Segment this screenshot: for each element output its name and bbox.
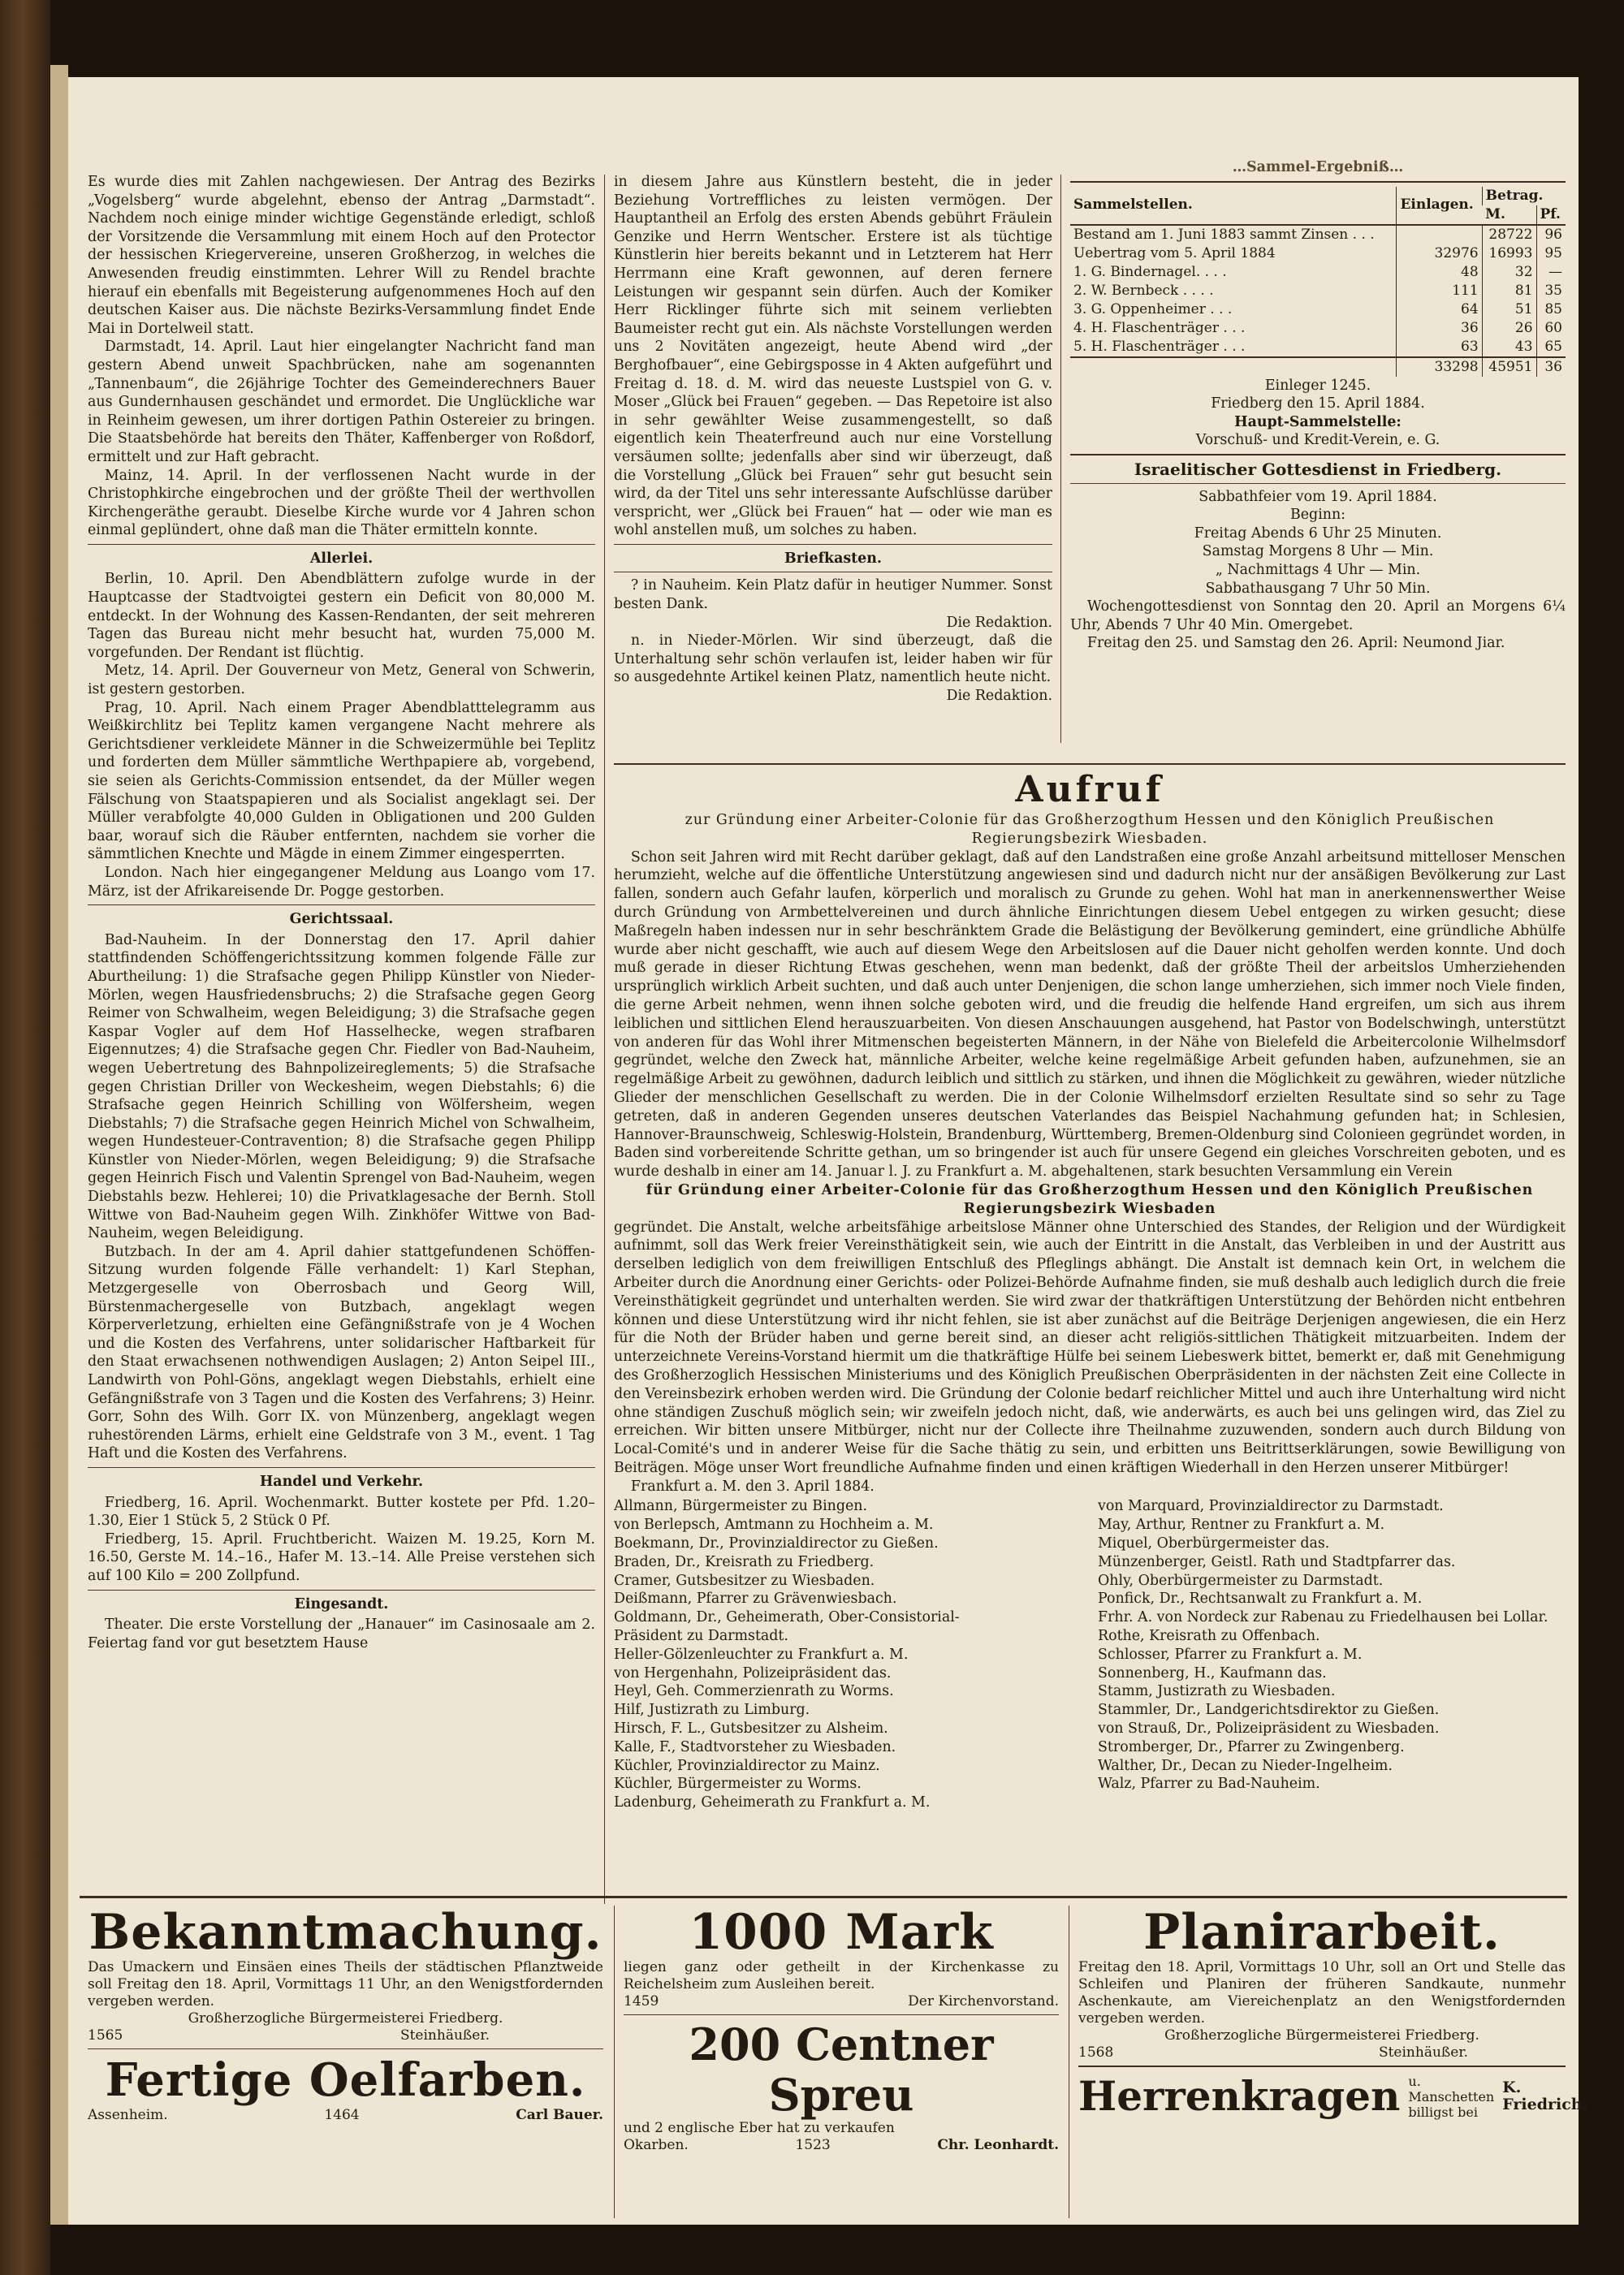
signatory: Ohly, Oberbürgermeister zu Darmstadt. xyxy=(1098,1572,1384,1589)
divider xyxy=(88,904,595,905)
divider xyxy=(88,1590,595,1591)
header-mark: M. xyxy=(1482,205,1536,225)
signatory: Rothe, Kreisrath zu Offenbach. xyxy=(1098,1628,1320,1645)
signatory: Ponfick, Dr., Rechtsanwalt zu Frankfurt a. M. xyxy=(1098,1591,1423,1608)
dateline: Frankfurt a. M. den 3. April 1884. xyxy=(630,1478,875,1495)
signatory: von Berlepsch, Amtmann zu Hochheim a. M. xyxy=(614,1517,934,1534)
section-heading: Eingesandt. xyxy=(294,1595,389,1612)
cell: 43 xyxy=(1482,338,1536,357)
aufruf-section xyxy=(614,759,1566,1896)
cell: 36 xyxy=(1536,357,1566,377)
signatory: May, Arthur, Rentner zu Frankfurt a. M. xyxy=(1098,1517,1384,1534)
divider xyxy=(1070,483,1566,484)
signatory: Hilf, Justizrath zu Limburg. xyxy=(614,1702,810,1719)
newspaper-page xyxy=(68,77,1588,2225)
cell: 16993 xyxy=(1482,244,1536,263)
paragraph: Schon seit Jahren wird mit Recht darüber geklagt, daß auf den Landstraßen eine große Anzahl arbeitsund mittelloser Menschen herumzieht, welche auf die öffentliche Unterstützung angewiesen sind und dadurch nicht nur der ansäßigen Bevölkerung zur Last fallen, sondern auch Gefahr laufen, körperlich und moralisch zu Grunde zu gehen. Wohl hat man in anerkennenswerther Weise durch Gründung von Armbettelvereinen und durch ähnliche Einrichtungen diesem Uebel entgegen zu wirken gesucht; diese Maßregeln haben indessen nur in sehr beschränktem Grade die Belästigung der Bevölkerung gemindert, eine gründliche Abhülfe wurde aber nicht geschafft, wie auch auf diesem Wege den Arbeitslosen auf die Dauer nicht geholfen werden konnte. Und doch muß gerade in dieser Richtung Etwas geschehen, wenn man bedenkt, daß der größte Theil der arbeitslos Umherziehenden ursprünglich wirklich Arbeit suchten, und daß auch unter Denjenigen, die schon lange umherziehen, sich immer noch Viele finden, die gerne Arbeit nehmen, wenn ihnen solche geboten wird, und die freudig die helfende Hand ergreifen, um sich aus ihrem leiblichen und sittlichen Elend herauszuarbeiten. Von diesen Anschauungen ausgehend, hat Pastor von Bodelschwingh, unterstützt von anderen für das Wohl ihrer Mitmenschen begeisterten Männern, in der Nähe von Bielefeld die Arbeitercolonie Wilhelmsdorf gegründet, welche den Zweck hat, männliche Arbeiter, welche keine regelmäßige Arbeit gefunden haben, aufzunehmen, sie an regelmäßige Arbeit zu gewöhnen, dadurch leiblich und sittlich zu stärken, und ihnen die Möglichkeit zu gewähren, wieder nützliche Glieder der menschlichen Gesellschaft zu werden. Die in der Colonie Wilhelmsdorf erzielten Resultate sind so sehr zu Tage getreten, daß in anderen Gegenden unseres deutschen Vaterlandes das Beispiel Nachahmung gefunden hat; in Schlesien, Hannover-Braunschweig, Schleswig-Holstein, Brandenburg, Württemberg, Bremen-Oldenburg sind Colonieen gegründet worden, in Baden sind vorbereitende Schritte gethan, um so bringender ist auch für unsere Gegend ein gleiches Vorschreiten geboten, und es wurde deshalb in einer am 14. Januar l. J. zu Frankfurt a. M. abgehaltenen, stark besuchten Versammlung ein Verein xyxy=(614,848,1566,1181)
cell: 2. W. Bernbeck . . . . xyxy=(1073,282,1214,299)
main-office-label: Haupt-Sammelstelle: xyxy=(1234,413,1402,430)
cell: 3. G. Oppenheimer . . . xyxy=(1073,300,1233,317)
cell: 26 xyxy=(1482,319,1536,338)
signatory: Stamm, Justizrath zu Wiesbaden. xyxy=(1098,1683,1336,1700)
cell: 51 xyxy=(1482,300,1536,319)
ad-title: Herrenkragen xyxy=(1078,2072,1401,2120)
signatory: Schlosser, Pfarrer zu Frankfurt a. M. xyxy=(1098,1646,1363,1663)
ad-number: 1565 xyxy=(88,2027,123,2044)
table-row xyxy=(1070,263,1566,282)
ad-number: 1523 xyxy=(795,2137,831,2153)
cell: 4. H. Flaschenträger . . . xyxy=(1073,319,1246,336)
column-2 xyxy=(614,173,1052,758)
cell: 32 xyxy=(1482,263,1536,282)
ad-signature: Steinhäußer. xyxy=(400,2027,490,2044)
signatory: Präsident zu Darmstadt. xyxy=(614,1628,788,1645)
cell xyxy=(1397,225,1482,244)
column-divider xyxy=(604,175,605,1904)
ad-signature: Großherzogliche Bürgermeisterei Friedberg. xyxy=(188,2010,503,2027)
signatory: Küchler, Bürgermeister zu Worms. xyxy=(614,1776,862,1793)
divider xyxy=(88,2048,603,2049)
section-heading: Handel und Verkehr. xyxy=(259,1473,424,1490)
aufruf-title: Aufruf xyxy=(1015,769,1164,810)
signatories-left xyxy=(614,1497,1082,1812)
signatory: Sonnenberg, H., Kaufmann das. xyxy=(1098,1664,1327,1681)
ad-planirarbeit xyxy=(1078,1904,1588,2218)
signatory: Cramer, Gutsbesitzer zu Wiesbaden. xyxy=(614,1572,875,1589)
book-spine xyxy=(0,0,50,2275)
service-line: Beginn: xyxy=(1289,507,1346,524)
ad-divider xyxy=(614,1906,615,2218)
signatories-right xyxy=(1098,1497,1566,1812)
table-row xyxy=(1070,282,1566,300)
ad-text: Freitag den 18. April, Vormittags 10 Uhr, soll an Ort und Stelle das Schleifen und Planiren der früheren Sandkaute, nunmehr Aschenkaute, am Viereichenplatz an den Wenigstfordernden vergeben werden. xyxy=(1078,1959,1566,2027)
signatory: von Strauß, Dr., Polizeipräsident zu Wiesbaden. xyxy=(1098,1720,1440,1738)
ad-bekanntmachung xyxy=(88,1906,603,2218)
cell: 33298 xyxy=(1397,357,1482,377)
paragraph: Prag, 10. April. Nach einem Prager Abendblatttelegramm aus Weißkirchlitz bei Teplitz kamen vergangene Nacht mehrere als Gerichtsdiener verkleidete Männer in die Schweizermühle bei Teplitz und forderten dem Müller sämmtliche Werthpapiere ab, vorgebend, sie seien als Gerichts-Commission entsendet, da der Müller wegen Fälschung von Staatspapieren und als Socialist angeklagt sei. Der Müller verabfolgte 40,000 Gulden in Obligationen und 200 Gulden baar, worauf sich die Räuber entfernten, nachdem sie vorher die sämmtlichen Knechte und Mägde in einem Zimmer eingesperrten. xyxy=(88,699,595,863)
ad-number: 1464 xyxy=(324,2107,360,2123)
divider xyxy=(614,544,1052,545)
ad-title: 1000 Mark xyxy=(689,1904,994,1961)
paragraph: Wochengottesdienst von Sonntag den 20. April an Morgens 6¼ Uhr, Abends 7 Uhr 40 Min. Omergebet. xyxy=(1070,598,1566,633)
signatory: Miquel, Oberbürgermeister das. xyxy=(1098,1535,1330,1552)
signatory: Walz, Pfarrer zu Bad-Nauheim. xyxy=(1098,1776,1320,1793)
cell: Bestand am 1. Juni 1883 sammt Zinsen . . . xyxy=(1073,226,1375,243)
cell: 64 xyxy=(1397,300,1482,319)
divider xyxy=(1078,2066,1566,2067)
section-heading: Israelitischer Gottesdienst in Friedberg. xyxy=(1134,459,1502,479)
service-line: Freitag Abends 6 Uhr 25 Minuten. xyxy=(1194,525,1442,542)
section-heading: Allerlei. xyxy=(309,550,374,567)
signatory: Boekmann, Dr., Provinzialdirector zu Gießen. xyxy=(614,1535,939,1552)
ad-advertiser: Carl Bauer. xyxy=(516,2107,603,2123)
table-row xyxy=(1070,244,1566,263)
ad-place: Assenheim. xyxy=(88,2107,168,2123)
association-name: für Gründung einer Arbeiter-Colonie für das Großherzogthum Hessen und den Königlich Preußischen Regierungsbezirk Wiesbaden xyxy=(646,1181,1534,1217)
ad-place: Okarben. xyxy=(624,2137,689,2153)
cell: 81 xyxy=(1482,282,1536,300)
ad-title: 200 Centner Spreu xyxy=(689,2018,994,2121)
table-total-row xyxy=(1070,357,1566,377)
header-sammelstellen: Sammelstellen. xyxy=(1070,187,1397,225)
divider xyxy=(624,2014,1059,2015)
service-line: Samstag Morgens 8 Uhr — Min. xyxy=(1202,543,1434,560)
ad-advertiser: Chr. Leonhardt. xyxy=(937,2137,1059,2153)
cell: 95 xyxy=(1536,244,1566,263)
aufruf-subtitle: zur Gründung einer Arbeiter-Colonie für das Großherzogthum Hessen und den Königlich Preußischen Regierungsbezirk Wiesbaden. xyxy=(685,812,1495,847)
cell: 1. G. Bindernagel. . . . xyxy=(1073,263,1227,280)
paragraph: Darmstadt, 14. April. Laut hier eingelangter Nachricht fand man gestern Abend unweit Spachbrücken, nahe am sogenannten „Tannenbaum“, die 26jährige Tochter des Gemeinderechners Bauer aus Gundernhausen geschändet und ermordet. Die Unglückliche war in Reinheim gewesen, um ihrer dortigen Pathin Ostereier zu bringen. Die Staatsbehörde hat bereits den Thäter, Kaffenberger von Roßdorf, ermittelt und zur Haft gebracht. xyxy=(88,339,595,465)
ad-title: Fertige Oelfarben. xyxy=(105,2053,586,2107)
header-betrag: Betrag. xyxy=(1482,187,1566,205)
ad-title: Planirarbeit. xyxy=(1143,1904,1501,1961)
column-divider xyxy=(1060,175,1061,743)
cell: Uebertrag vom 5. April 1884 xyxy=(1073,244,1276,261)
ad-text: u. Manschetten billigst bei xyxy=(1408,2073,1495,2120)
paragraph: Berlin, 10. April. Den Abendblättern zufolge wurde in der Hauptcasse der Stadtvoigtei gestern ein Deficit von 80,000 M. entdeckt. In der Wohnung des Kassen-Rendanten, der seit mehreren Tagen das Bureau nicht mehr besucht hat, wurden 75,000 M. vorgefunden. Der Rendant ist flüchtig. xyxy=(88,571,595,661)
cell: 85 xyxy=(1536,300,1566,319)
signatory: von Marquard, Provinzialdirector zu Darmstadt. xyxy=(1098,1498,1444,1515)
paragraph: gegründet. Die Anstalt, welche arbeitsfähige arbeitslose Männer ohne Unterschied des Standes, der Religion und der Würdigkeit aufnimmt, soll das Werk freier Vereinsthätigkeit sein, wie auch der Eintritt in die Anstalt, das Verbleiben in und der Austritt aus derselben lediglich von dem freiwilligen Entschluß des Pfleglings abhängt. Die Anstalt ist demnach kein Ort, in welchem die Arbeiter durch die Anordnung einer Gerichts- oder Polizei-Behörde Aufnahme finden, sie muß deshalb auch lediglich durch die freie Vereinsthätigkeit gegründet und unterhalten werden. Sie wird zwar der thatkräftigen Unterstützung der Behörden nicht entbehren können und diese Unterstützung wird ihr nicht fehlen, sie ist aber zunächst auf die Beiträge Derjenigen angewiesen, die ein Herz für die Noth der Brüder haben und gerne bereit sind, an dieser acht religiös-sittlichen Thätigkeit mitzuarbeiten. Indem der unterzeichnete Vereins-Vorstand hiermit um die thatkräftige Hülfe bei seinem Liebeswerk bittet, bemerkt er, daß mit Genehmigung des Großherzoglich Hessischen Ministeriums und des Königlich Preußischen Oberpräsidenten in der nächsten Zeit eine Collecte in den Vereinsbezirk erhoben werden wird. Die Gründung der Colonie bedarf reichlicher Mittel und auch ihre Unterhaltung wird nicht ohne ständigen Zuschuß möglich sein; wir zweifeln jedoch nicht, daß, wie anderwärts, es auch bei uns gelingen wird, das Ziel zu erreichen. Wir bitten unsere Mitbürger, nicht nur der Collecte ihre Theilnahme zuzuwenden, sondern auch durch Bildung von Local-Comité's und in anderer Weise für die Sache thätig zu sein, und erbitten uns Beitrittserklärungen, sowie Bewilligung von Beiträgen. Möge unser Wort freundliche Aufnahme finden und einen kräftigen Wiederhall in den Herzen unserer Mitbürger! xyxy=(614,1219,1566,1476)
cell: 63 xyxy=(1397,338,1482,357)
ad-title: Bekanntmachung. xyxy=(89,1904,603,1961)
table-caption: …Sammel-Ergebniß… xyxy=(1232,159,1404,175)
signatory: Küchler, Provinzialdirector zu Mainz. xyxy=(614,1757,880,1774)
paragraph: Metz, 14. April. Der Gouverneur von Metz, General von Schwerin, ist gestern gestorben. xyxy=(88,663,595,698)
signature: Die Redaktion. xyxy=(946,688,1052,705)
table-row xyxy=(1070,225,1566,244)
service-line: Sabbathfeier vom 19. April 1884. xyxy=(1199,488,1437,505)
divider xyxy=(1070,181,1566,183)
bank-name: Vorschuß- und Kredit-Verein, e. G. xyxy=(1195,432,1440,449)
cell: 5. H. Flaschenträger . . . xyxy=(1073,338,1246,355)
column-1 xyxy=(88,173,595,1902)
ad-number: 1568 xyxy=(1078,2044,1114,2061)
ad-text: liegen ganz oder getheilt in der Kirchenkasse zu Reichelsheim zum Ausleihen bereit. xyxy=(624,1959,1059,1992)
collection-table xyxy=(1070,187,1566,377)
signatory: Stromberger, Dr., Pfarrer zu Zwingenberg. xyxy=(1098,1738,1405,1755)
cell: 65 xyxy=(1536,338,1566,357)
signatory: Münzenberger, Geistl. Rath und Stadtpfarrer das. xyxy=(1098,1553,1456,1570)
table-row xyxy=(1070,319,1566,338)
paragraph: Freitag den 25. und Samstag den 26. April: Neumond Jiar. xyxy=(1086,635,1505,652)
ad-text: und 2 englische Eber hat zu verkaufen xyxy=(624,2120,895,2136)
table-row xyxy=(1070,338,1566,357)
divider xyxy=(88,1467,595,1468)
signature: Die Redaktion. xyxy=(946,614,1052,631)
ad-band-rule xyxy=(80,1896,1567,1898)
paragraph: Es wurde dies mit Zahlen nachgewiesen. Der Antrag des Bezirks „Vogelsberg“ wurde abgelehnt, ebenso der Antrag „Darmstadt“. Nachdem noch einige minder wichtige Gegenstände erledigt, schloß der Vorsitzende die Versammlung mit einem Hoch auf den Protector der hessischen Kriegervereine, unseren Großherzog, in welches die Anwesenden freudig einstimmten. Lehrer Will zu Rendel brachte hierauf ein ebenfalls mit Begeisterung aufgenommenes Hoch auf den deutschen Kaiser aus. Die nächste Bezirks-Versammlung findet Ende Mai in Dortelweil statt. xyxy=(88,174,595,337)
page-edge xyxy=(50,65,68,2225)
cell: 96 xyxy=(1536,225,1566,244)
signatory: Goldmann, Dr., Geheimerath, Ober-Consistorial- xyxy=(614,1609,960,1626)
cell: 60 xyxy=(1536,319,1566,338)
paragraph: in diesem Jahre aus Künstlern besteht, die in jeder Beziehung Vortreffliches zu leisten vermögen. Der Hauptantheil an Erfolg des ersten Abends gebührt Fräulein Genzike und Herrn Wentscher. Erstere ist als tüchtige Künstlerin hier bereits bekannt und in Letzterem hat Herr Herrmann eine Kraft gewonnen, auf deren fernere Leistungen wir gespannt sein dürfen. Auch der Komiker Herr Ricklinger führte sich mit seinem verliebten Baumeister recht gut ein. Als nächste Vorstellungen werden uns 2 Novitäten angezeigt, heute Abend wird „der Berghofbauer“, eine Gebirgsposse in 4 Akten aufgeführt und Freitag d. 18. d. M. wird das neueste Lustspiel von G. v. Moser „Glück bei Frauen“ gegeben. — Das Repetoire ist also in sehr gewählter Weise zusammengestellt, so daß eigentlich kein Theaterfreund auch nur eine Vorstellung versäumen sollte; jedenfalls aber sind wir überzeugt, daß die Vorstellung „Glück bei Frauen“ sehr gut besucht sein wird, da der Titel uns sehr interessante Aufschlüsse darüber verspricht, wer „Glück bei Frauen“ hat — oder wie man es wohl anstellen muß, um solches zu haben. xyxy=(614,174,1052,539)
ad-advertiser: K. Friedrich. xyxy=(1502,2079,1588,2113)
signatory: Hirsch, F. L., Gutsbesitzer zu Alsheim. xyxy=(614,1720,888,1738)
divider xyxy=(88,544,595,545)
cell: 45951 xyxy=(1482,357,1536,377)
signatory: Allmann, Bürgermeister zu Bingen. xyxy=(614,1498,868,1515)
cell: 28722 xyxy=(1482,225,1536,244)
section-heading: Briefkasten. xyxy=(784,550,882,567)
divider xyxy=(1070,454,1566,455)
ad-signature: Steinhäußer. xyxy=(1378,2044,1468,2061)
signatory: Kalle, F., Stadtvorsteher zu Wiesbaden. xyxy=(614,1738,896,1755)
depositor-count: Einleger 1245. xyxy=(1264,377,1371,394)
ad-signature: Der Kirchenvorstand. xyxy=(908,1993,1059,2010)
letter-item: ? in Nauheim. Kein Platz dafür in heutiger Nummer. Sonst besten Dank. xyxy=(614,577,1052,613)
ad-number: 1459 xyxy=(624,1993,659,2010)
signatory: Heyl, Geh. Commerzienrath zu Worms. xyxy=(614,1683,894,1700)
service-line: Sabbathausgang 7 Uhr 50 Min. xyxy=(1205,580,1431,597)
service-line: „ Nachmittags 4 Uhr — Min. xyxy=(1215,561,1421,578)
header-einlagen: Einlagen. xyxy=(1397,187,1482,225)
cell: 32976 xyxy=(1397,244,1482,263)
column-3 xyxy=(1070,158,1566,759)
header-pfennig: Pf. xyxy=(1536,205,1566,225)
ad-signature: Großherzogliche Bürgermeisterei Friedberg. xyxy=(1164,2027,1479,2044)
paragraph: Bad-Nauheim. In der Donnerstag den 17. April dahier stattfindenden Schöffengerichtssitzung kommen folgende Fälle zur Aburtheilung: 1) die Strafsache gegen Philipp Künstler von Nieder-Mörlen, wegen Hausfriedensbruchs; 2) die Strafsache gegen Georg Reimer von Schwalheim, wegen Beleidigung; 3) die Strafsache gegen Kaspar Vogler auf dem Hof Hasselhecke, wegen strafbaren Eigennutzes; 4) die Strafsache gegen Chr. Fiedler von Bad-Nauheim, wegen Uebertretung des Bahnpolizeireglements; 5) die Strafsache gegen Christian Driller von Weckesheim, wegen Diebstahls; 6) die Strafsache gegen Heinrich Schilling von Wölfersheim, wegen Diebstahls; 7) die Strafsache gegen Heinrich Michel von Schwalheim, wegen Hundesteuer-Contravention; 8) die Strafsache gegen Philipp Künstler von Nieder-Mörlen, wegen Beleidigung; 9) die Strafsache gegen Heinrich Fisch und Valentin Sprengel von Bad-Nauheim, wegen Diebstahls bezw. Hehlerei; 10) die Privatklagesache der Bernh. Stoll Wittwe von Bad-Nauheim gegen Wilh. Zinkhöfer Wittwe von Bad-Nauheim, wegen Beleidigung. xyxy=(88,931,595,1242)
cell xyxy=(1070,357,1397,377)
signatory: Walther, Dr., Decan zu Nieder-Ingelheim. xyxy=(1098,1757,1393,1774)
signatory: Deißmann, Pfarrer zu Grävenwiesbach. xyxy=(614,1591,897,1608)
paragraph: London. Nach hier eingegangener Meldung aus Loango vom 17. März, ist der Afrikareisende Dr. Pogge gestorben. xyxy=(88,864,595,900)
paragraph: Theater. Die erste Vorstellung der „Hanauer“ im Casinosaale am 2. Feiertag fand vor gut besetztem Hause xyxy=(88,1617,595,1651)
paragraph: Friedberg, 16. April. Wochenmarkt. Butter kostete per Pfd. 1.20–1.30, Eier 1 Stück 5, 2 Stück 0 Pf. xyxy=(88,1494,595,1530)
dateline: Friedberg den 15. April 1884. xyxy=(1211,395,1425,412)
divider xyxy=(614,763,1566,765)
signatory: Frhr. A. von Nordeck zur Rabenau zu Friedelhausen bei Lollar. xyxy=(1098,1609,1548,1626)
letter-item: n. in Nieder-Mörlen. Wir sind überzeugt, daß die Unterhaltung sehr schön verlaufen ist, leider haben wir für so ausgedehnte Artikel keinen Platz, namentlich heute nicht. xyxy=(614,632,1052,686)
signatory: Stammler, Dr., Landgerichtsdirektor zu Gießen. xyxy=(1098,1702,1440,1719)
signatory: Ladenburg, Geheimerath zu Frankfurt a. M. xyxy=(614,1794,931,1811)
paragraph: Butzbach. In der am 4. April dahier stattgefundenen Schöffen-Sitzung wurden folgende Fälle verhandelt: 1) Karl Stephan, Metzgergeselle von Oberrosbach und Georg Will, Bürstenmachergeselle von Butzbach, angeklagt wegen Körperverletzung, erhielten eine Gefängnißstrafe von je 4 Wochen und die Kosten des Verfahrens, unter solidarischer Haftbarkeit für den Staat erwachsenen nothwendigen Auslagen; 2) Anton Seipel III., Landwirth von Pohl-Göns, angeklagt wegen Diebstahls, erhielt eine Gefängnißstrafe von 3 Tagen und die Kosten des Verfahrens; 3) Heinr. Gorr, Sohn des Wilh. Gorr IX. von Münzenberg, angeklagt wegen ruhestörenden Lärms, erhielt eine Geldstrafe von 3 M., event. 1 Tag Haft und die Kosten des Verfahrens. xyxy=(88,1243,595,1462)
cell: 35 xyxy=(1536,282,1566,300)
signatory: Braden, Dr., Kreisrath zu Friedberg. xyxy=(614,1553,875,1570)
table-row xyxy=(1070,300,1566,319)
paragraph: Friedberg, 15. April. Fruchtbericht. Waizen M. 19.25, Korn M. 16.50, Gerste M. 14.–16., Hafer M. 13.–14. Alle Preise verstehen sich auf 100 Kilo = 200 Zollpfund. xyxy=(88,1530,595,1584)
section-heading: Gerichtssaal. xyxy=(289,911,394,928)
ad-1000-mark xyxy=(624,1906,1059,2218)
signatory: von Hergenhahn, Polizeipräsident das. xyxy=(614,1664,892,1681)
cell: 36 xyxy=(1397,319,1482,338)
cell: 48 xyxy=(1397,263,1482,282)
ad-text: Das Umackern und Einsäen eines Theils der städtischen Pflanztweide soll Freitag den 18. April, Vormittags 11 Uhr, an den Wenigstfordernden vergeben werden. xyxy=(88,1959,603,2010)
cell: 111 xyxy=(1397,282,1482,300)
cell: — xyxy=(1536,263,1566,282)
signatory: Heller-Gölzenleuchter zu Frankfurt a. M. xyxy=(614,1646,909,1663)
paragraph: Mainz, 14. April. In der verflossenen Nacht wurde in der Christophkirche eingebrochen und der größte Theil der werthvollen Kirchengeräthe geraubt. Dieselbe Kirche wurde vor 4 Jahren schon einmal geplündert, ohne daß man die Thäter ermitteln konnte. xyxy=(88,467,595,539)
